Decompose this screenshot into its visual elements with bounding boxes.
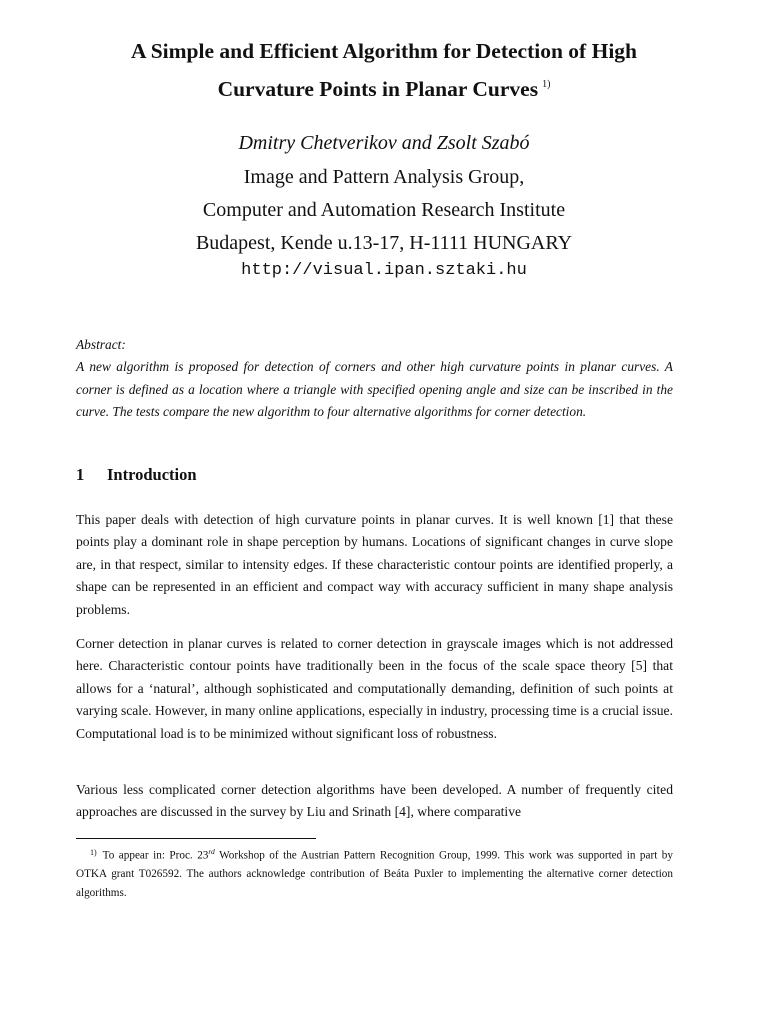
abstract-text: A new algorithm is proposed for detection of corners and other high curvature points in planar curves. A corner is defined as a location where a triangle with specified opening angle and size can be inscribed in the curve. The tests compare the new algorithm to four alternative algorithms for corner detection. — [76, 359, 673, 420]
title-line-1: A Simple and Efficient Algorithm for Detection of High — [130, 39, 638, 63]
title-footnote-mark[interactable]: 1) — [542, 79, 551, 90]
footnote-text-b: Workshop of the Austrian Pattern Recognition Group, 1999. This work was supported in part by OTKA grant T026592. The authors acknowledge contribution of Beáta Puxler to implementing the alternative corner detection algorithms. — [76, 849, 673, 899]
footnote-divider — [76, 838, 316, 839]
title-line-2: Curvature Points in Planar Curves — [217, 77, 539, 101]
abstract — [76, 334, 673, 424]
affiliation-institute: Computer and Automation Research Institute — [202, 199, 566, 221]
intro-paragraph-2: Corner detection in planar curves is related to corner detection in grayscale images which is not addressed here. Characteristic contour points have traditionally been in the focus of the scale space theory [5] that allows for a ‘natural’, although sophisticated and computationally demanding, definition of such points at varying scale. However, in many online applications, especially in industry, processing time is a crucial issue. Computational load is to be minimized without significant loss of robustness. — [76, 636, 673, 741]
section-number: 1 — [76, 465, 85, 484]
authors: Dmitry Chetverikov and Zsolt Szabó — [238, 132, 530, 154]
section-heading-introduction — [76, 463, 197, 487]
section-title: Introduction — [107, 465, 197, 484]
footnote-ordinal: rd — [208, 847, 215, 856]
intro-paragraph-1: This paper deals with detection of high curvature points in planar curves. It is well known [1] that these points play a dominant role in shape perception by humans. Locations of significant changes in curve slope are, in that respect, similar to intensity edges. If these characteristic contour points are identified properly, a shape can be represented in an efficient and compact way with accuracy sufficient in many shape analysis problems. — [76, 512, 673, 617]
paper-title — [40, 34, 728, 106]
footnote-mark: 1) — [90, 847, 97, 857]
intro-paragraph-3: Various less complicated corner detection algorithms have been developed. A number of frequently cited approaches are discussed in the survey by Liu and Srinath [4], where comparative — [76, 782, 673, 820]
group-url[interactable]: http://visual.ipan.sztaki.hu — [241, 261, 527, 280]
abstract-label: Abstract: — [76, 337, 126, 352]
affiliation-address: Budapest, Kende u.13-17, H-1111 HUNGARY — [195, 232, 573, 254]
footnote — [76, 843, 673, 903]
footnote-text-a: To appear in: Proc. 23 — [102, 849, 209, 862]
affiliation-group: Image and Pattern Analysis Group, — [243, 166, 525, 188]
